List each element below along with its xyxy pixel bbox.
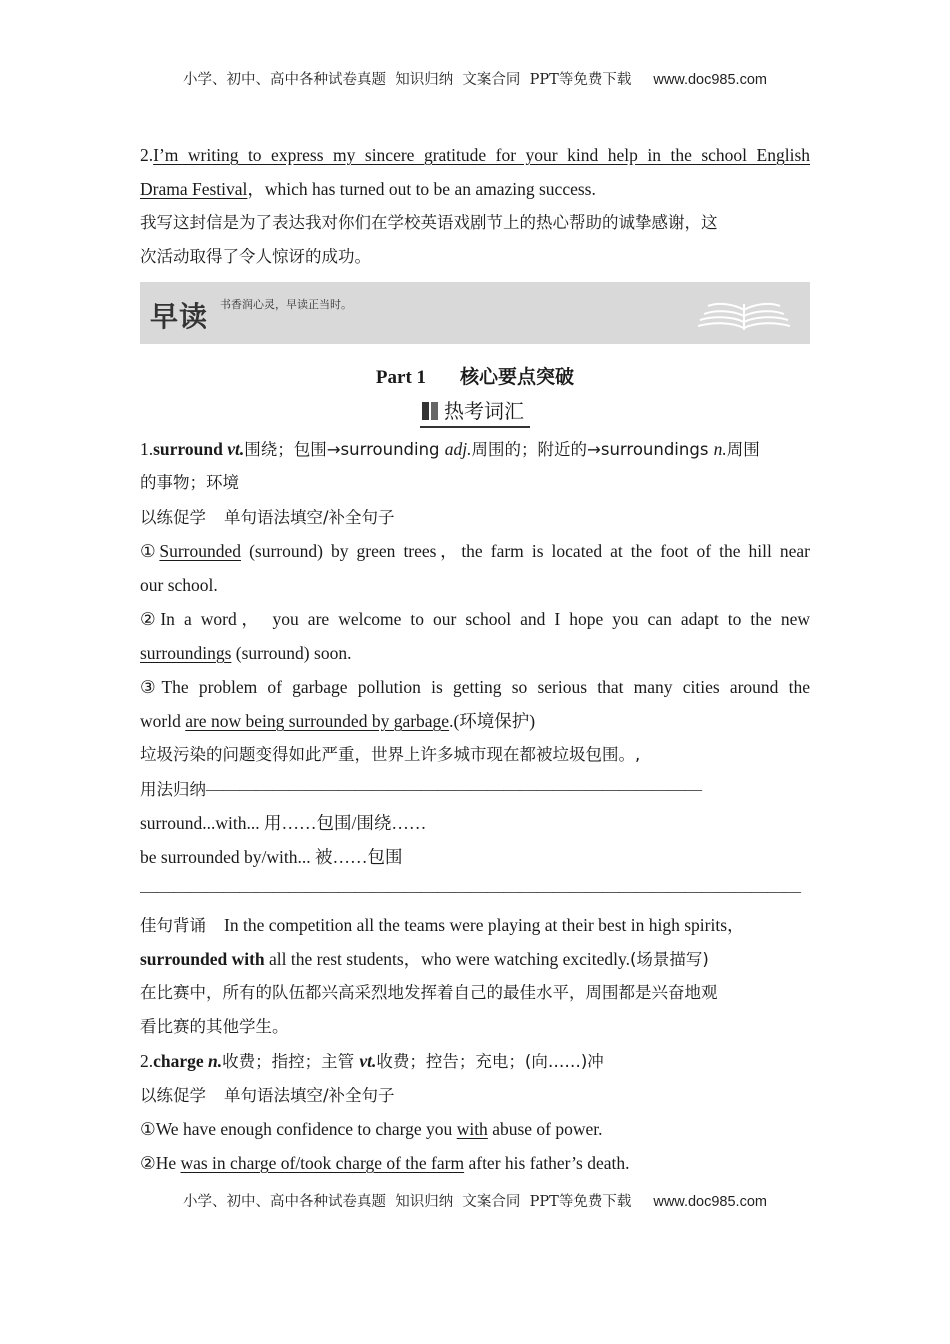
usage-1: surround...with... 用……包围/围绕…… — [140, 813, 427, 833]
answer-blank: surroundings — [140, 643, 232, 663]
answer-blank: are now being surrounded by garbage — [185, 711, 450, 731]
word1-ex3: ③The problem of garbage pollution is getting so serious that many cities around the — [140, 677, 810, 697]
word2-heading: 2.charge n.收费；指控；主管 vt.收费；控告；充电；(向……)冲 — [140, 1051, 604, 1071]
banner-title: 早读 — [150, 300, 209, 333]
word1-ex3-2: world are now being surrounded by garbage.(环境保护) — [140, 711, 536, 731]
word2-practice — [140, 1078, 810, 1112]
part-title: 核心要点突破 — [460, 366, 575, 388]
intro-answer-2: Drama Festival — [140, 179, 248, 199]
answer-blank: was in charge of/took charge of the farm — [180, 1153, 465, 1173]
word1-heading: 1.surround vt.围绕；包围→surrounding adj.周围的；附近的→surroundings n.周围 — [140, 439, 760, 459]
usage-label: 用法归纳 — [140, 780, 206, 799]
practice-type: 单句语法填空/补全句子 — [224, 508, 395, 527]
morning-reading-banner — [140, 282, 810, 344]
intro-zh-2: 次活动取得了令人惊讶的成功。 — [140, 247, 371, 266]
usage-2: be surrounded by/with... 被……包围 — [140, 847, 403, 867]
open-book-icon — [696, 294, 792, 332]
word1-ex1-2: our school. — [140, 575, 218, 595]
intro-line-2 — [140, 172, 810, 206]
section-title — [140, 396, 810, 432]
word1-ex2: ②In a word， you are welcome to our school and I hope you can adapt to the new — [140, 609, 810, 629]
fine-sentence: 佳句背诵 In the competition all the teams were playing at their best in high spirits， — [140, 915, 745, 935]
intro-answer-1: I’m writing to express my sincere gratitude for your kind help in the school English — [153, 145, 810, 165]
part-label: Part 1 — [375, 367, 427, 388]
word1-ex2-2: surroundings (surround) soon. — [140, 643, 352, 663]
part-heading — [140, 358, 810, 396]
word2-head: charge — [153, 1051, 204, 1071]
page-header — [0, 68, 950, 89]
usage-rule: ———————————————————————————————————————— — [140, 881, 800, 901]
section-title-text: 热考词汇 — [444, 399, 524, 423]
fine-zh-2: 看比赛的其他学生。 — [140, 1017, 289, 1036]
answer-blank: Surrounded — [159, 541, 242, 561]
fine-sentence-2: surrounded with all the rest students，who were watching excitedly.(场景描写) — [140, 949, 709, 969]
word2-ex1: ①We have enough confidence to charge you with abuse of power. — [140, 1119, 603, 1139]
intro-num: 2. — [140, 145, 154, 165]
fine-bold: surrounded with — [140, 949, 265, 969]
word1-ex1: ①Surrounded (surround) by green trees，the farm is located at the foot of the hill near — [140, 541, 811, 561]
intro-rest: ，which has turned out to be an amazing success. — [247, 179, 596, 199]
intro-line-1 — [140, 138, 810, 172]
intro-zh-1: 我写这封信是为了表达我对你们在学校英语戏剧节上的热心帮助的诚挚感谢，这 — [140, 213, 718, 232]
section-marker-icon — [422, 402, 438, 420]
fine-zh-1: 在比赛中，所有的队伍都兴高采烈地发挥着自己的最佳水平，周围都是兴奋地观 — [140, 983, 718, 1002]
usage-heading — [140, 772, 810, 806]
banner-subtitle: 书香润心灵，早读正当时。 — [220, 298, 352, 311]
footer-text: 小学、初中、高中各种试卷真题 知识归纳 文案合同 PPT等免费下载 — [183, 1194, 632, 1210]
header-site[interactable]: www.doc985.com — [653, 72, 767, 88]
practice-label: 以练促学 — [140, 508, 206, 527]
word2-ex2: ②He was in charge of/took charge of the farm after his father’s death. — [140, 1153, 630, 1173]
document-body — [140, 138, 810, 1180]
practice-type: 单句语法填空/补全句子 — [224, 1086, 395, 1105]
word1-heading-2: 的事物；环境 — [140, 473, 239, 492]
page-footer — [0, 1190, 950, 1211]
usage-dash: —————————————————————————————— — [206, 779, 701, 799]
answer-blank: with — [456, 1119, 488, 1139]
practice-label: 以练促学 — [140, 1086, 206, 1105]
footer-site[interactable]: www.doc985.com — [653, 1194, 767, 1210]
word1-head: surround — [153, 439, 223, 459]
word1-practice — [140, 500, 810, 534]
header-text: 小学、初中、高中各种试卷真题 知识归纳 文案合同 PPT等免费下载 — [183, 72, 632, 88]
fine-label: 佳句背诵 — [140, 916, 206, 935]
word1-ex3-zh: 垃圾污染的问题变得如此严重，世界上许多城市现在都被垃圾包围。, — [140, 745, 641, 764]
